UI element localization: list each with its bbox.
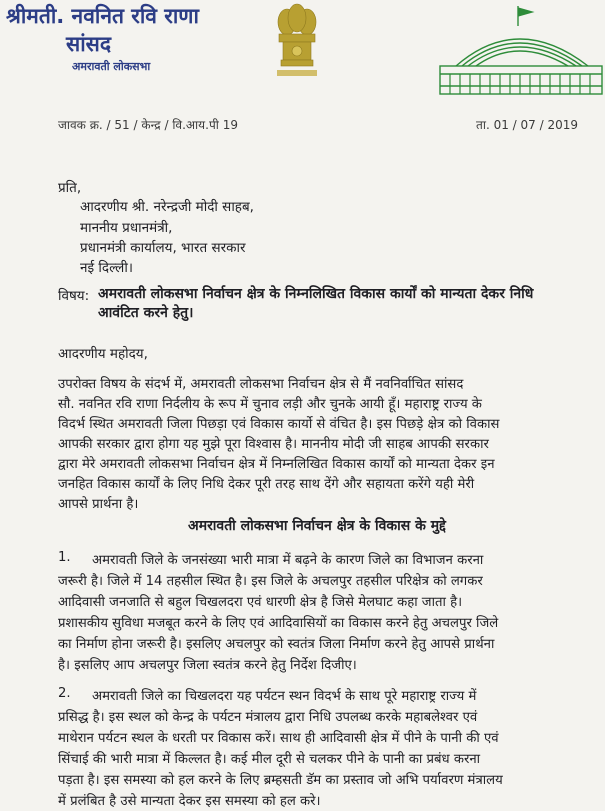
recipient-line: नई दिल्ली। [80, 260, 133, 276]
recipient-line: माननीय प्रधानमंत्री, [80, 220, 173, 236]
to-label: प्रति, [58, 180, 82, 196]
point-line: सिंचाई की भारी मात्रा में किल्लत है। कई मील दूरी से चलकर पीने के पानी का प्रबंध करना [58, 752, 481, 767]
point-line: माथेरान पर्यटन स्थल के धरती पर विकास करें। साथ ही आदिवासी क्षेत्र में पीने के पानी की एवं [58, 731, 499, 746]
section-heading: अमरावती लोकसभा निर्वाचन क्षेत्र के विकास के मुद्दे [188, 518, 446, 534]
point-line: अमरावती जिले का चिखलदरा यह पर्यटन स्थन विदर्भ के साथ पूरे महाराष्ट्र राज्य में [92, 689, 477, 704]
point-number: 2. [58, 686, 71, 701]
letter-date: ता. 01 / 07 / 2019 [476, 118, 578, 132]
parliament-building-icon [428, 4, 604, 102]
point-line: में प्रलंबित है उसे मान्यता देकर इस समस्या को हल करे। [58, 794, 321, 809]
subject-line: अमरावती लोकसभा निर्वाचन क्षेत्र के निम्नलिखित विकास कार्यों को मान्यता देकर निधि [98, 286, 534, 302]
subject-label: विषय: [58, 288, 90, 304]
point-line: प्रसिद्ध है। इस स्थल को केन्द्र के पर्यटन मंत्रालय द्वारा निधि उपलब्ध करके महाबलेश्वर एवं [58, 710, 478, 725]
reference-number: जावक क्र. / 51 / केन्द्र / वि.आय.पी 19 [58, 118, 238, 132]
intro-line: आपसे प्रार्थना है। [58, 497, 139, 512]
intro-line: जनहित विकास कार्यों के लिए निधि देकर पूरी तरह साथ देंगे और सहायता करेंगे यही मेरी [58, 477, 475, 492]
point-line: का निर्माण होना जरूरी है। इसलिए अचलपुर को स्वतंत्र जिला निर्माण करने हेतु आपसे प्रार्थना [58, 637, 495, 652]
point-line: प्रशासकीय सुविधा मजबूत करने के लिए एवं आदिवासियों का विकास करने हेतु अचलपुर जिले [58, 616, 499, 631]
salutation: आदरणीय महोदय, [58, 346, 148, 362]
subject-line: आवंटित करने हेतु। [98, 305, 194, 321]
national-emblem-icon [267, 0, 327, 82]
intro-line: सौ. नवनित रवि राणा निर्दलीय के रूप में चुनाव लड़ी और चुनके आयी हूँ। महाराष्ट्र राज्य के [58, 397, 482, 412]
point-number: 1. [58, 550, 71, 565]
letterhead-name: श्रीमती. नवनित रवि राणा [6, 4, 199, 28]
recipient-line: आदरणीय श्री. नरेन्द्रजी मोदी साहब, [80, 199, 254, 215]
point-line: अमरावती जिले के जनसंख्या भारी मात्रा में बढ़ने के कारण जिले का विभाजन करना [92, 553, 484, 568]
letterhead-role: सांसद [66, 32, 111, 56]
point-line: जरूरी है। जिले में 14 तहसील स्थित है। इस जिले के अचलपुर तहसील परिक्षेत्र को लगकर [58, 574, 483, 589]
intro-line: आपकी सरकार द्वारा होगा यह मुझे पूरा विश्वास है। माननीय मोदी जी साहब आपकी सरकार [58, 437, 489, 452]
point-line: पड़ता है। इस समस्या को हल करने के लिए ब्रम्हसती डॅम का प्रस्ताव जो अभि पर्यावरण मंत्रालय [58, 773, 503, 788]
recipient-line: प्रधानमंत्री कार्यालय, भारत सरकार [80, 240, 246, 256]
point-line: है। इसलिए आप अचलपुर जिला स्वतंत्र करने हेतु निर्देश दिजीए। [58, 658, 357, 673]
point-line: आदिवासी जनजाति से बहुल चिखलदरा एवं धारणी क्षेत्र है जिसे मेलघाट कहा जाता है। [58, 595, 463, 610]
intro-line: उपरोक्त विषय के संदर्भ में, अमरावती लोकसभा निर्वाचन क्षेत्र से मैं नवनिर्वाचित सांसद [58, 377, 464, 392]
intro-line: विदर्भ स्थित अमरावती जिला पिछड़ा एवं विकास कार्यो से वंचित है। इस पिछड़े क्षेत्र को विकास [58, 417, 500, 432]
letterhead-constituency: अमरावती लोकसभा [72, 60, 151, 73]
intro-line: द्वारा मेरे अमरावती लोकसभा निर्वाचन क्षेत्र में निम्नलिखित विकास कार्यों को मान्यता देकर इन [58, 457, 495, 472]
